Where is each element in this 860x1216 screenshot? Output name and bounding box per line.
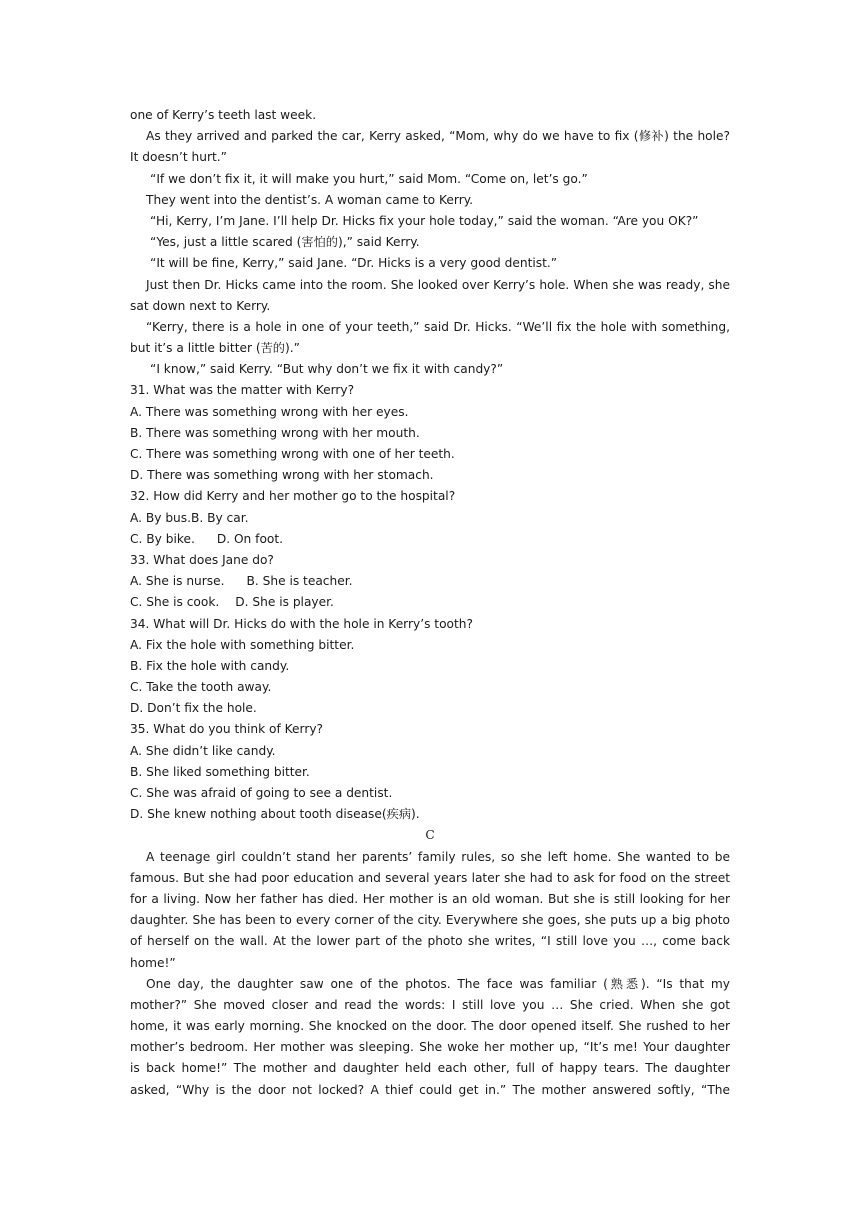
option: A. She didn’t like candy. xyxy=(130,743,276,758)
passage-line: “It will be fine, Kerry,” said Jane. “Dr. Hicks is a very good dentist.” xyxy=(150,256,558,271)
passage-line: but it’s a little bitter (苦的).” xyxy=(130,341,300,356)
passage-line: one of Kerry’s teeth last week. xyxy=(130,108,317,122)
passage-line: daughter. She has been to every corner of the city. Everywhere she goes, she puts up a big photo xyxy=(130,913,730,928)
question-35: 35. What do you think of Kerry? xyxy=(130,722,324,737)
option: B. There was something wrong with her mouth. xyxy=(130,425,420,440)
option-row xyxy=(130,571,730,592)
section-heading: C xyxy=(425,828,435,843)
passage-line: home, it was early morning. She knocked on the door. The door opened itself. She rushed to her xyxy=(130,1019,730,1034)
passage-line: for a living. Now her father has died. Her mother is an old woman. But she is still looking for her xyxy=(130,891,730,906)
option: D. Don’t fix the hole. xyxy=(130,701,257,716)
option: D. There was something wrong with her stomach. xyxy=(130,468,434,483)
passage-line: “If we don’t fix it, it will make you hurt,” said Mom. “Come on, let’s go.” xyxy=(150,171,588,186)
question-32: 32. How did Kerry and her mother go to the hospital? xyxy=(130,489,456,504)
option-row xyxy=(130,529,730,550)
option-row xyxy=(130,592,730,613)
passage-line: of herself on the wall. At the lower part of the photo she writes, “I still love you …, come back xyxy=(130,934,730,949)
passage-line: Just then Dr. Hicks came into the room. She looked over Kerry’s hole. When she was ready, she xyxy=(146,277,730,292)
option: B. She is teacher. xyxy=(246,574,353,589)
passage-line: They went into the dentist’s. A woman came to Kerry. xyxy=(146,192,474,207)
option: B. She liked something bitter. xyxy=(130,764,310,779)
passage-line: “Hi, Kerry, I’m Jane. I’ll help Dr. Hicks fix your hole today,” said the woman. “Are you OK?” xyxy=(150,213,699,228)
passage-line: “I know,” said Kerry. “But why don’t we fix it with candy?” xyxy=(150,362,504,377)
question-33: 33. What does Jane do? xyxy=(130,552,274,567)
option: A. By bus.B. By car. xyxy=(130,510,249,525)
option: C. There was something wrong with one of her teeth. xyxy=(130,447,455,461)
passage-line: mother’s bedroom. Her mother was sleeping. She woke her mother up, “It’s me! Your daughter xyxy=(130,1040,730,1055)
option: D. She knew nothing about tooth disease(疾病). xyxy=(130,807,420,822)
option: B. Fix the hole with candy. xyxy=(130,658,290,673)
passage-line: As they arrived and parked the car, Kerry asked, “Mom, why do we have to fix (修补) the hole? xyxy=(146,129,730,144)
passage-line: One day, the daughter saw one of the photos. The face was familiar (熟悉). “Is that my xyxy=(146,976,730,991)
passage-line: A teenage girl couldn’t stand her parents’ family rules, so she left home. She wanted to be xyxy=(146,849,730,864)
option: D. She is player. xyxy=(235,595,334,610)
passage-line: mother?” She moved closer and read the words: I still love you … She cried. When she got xyxy=(130,997,730,1012)
option: A. There was something wrong with her eyes. xyxy=(130,404,409,419)
passage-line: sat down next to Kerry. xyxy=(130,298,271,313)
option: C. By bike. xyxy=(130,531,195,546)
passage-line: home!” xyxy=(130,955,176,970)
option: A. She is nurse. xyxy=(130,574,225,589)
option: C. Take the tooth away. xyxy=(130,680,272,695)
passage-line: “Kerry, there is a hole in one of your teeth,” said Dr. Hicks. “We’ll fix the hole with something, xyxy=(146,319,730,334)
passage-line: famous. But she had poor education and several years later she had to ask for food on the street xyxy=(130,870,730,885)
question-34: 34. What will Dr. Hicks do with the hole in Kerry’s tooth? xyxy=(130,616,473,631)
passage-line: It doesn’t hurt.” xyxy=(130,150,227,165)
passage-line: is back home!” The mother and daughter held each other, full of happy tears. The daughter xyxy=(130,1061,730,1076)
option: A. Fix the hole with something bitter. xyxy=(130,637,355,652)
document-text xyxy=(130,105,730,1101)
option: C. She was afraid of going to see a dentist. xyxy=(130,786,393,800)
passage-line: asked, “Why is the door not locked? A thief could get in.” The mother answered softly, “The xyxy=(130,1082,730,1097)
option: C. She is cook. xyxy=(130,595,220,610)
question-31: 31. What was the matter with Kerry? xyxy=(130,383,355,398)
option: D. On foot. xyxy=(216,531,284,546)
passage-line: “Yes, just a little scared (害怕的),” said Kerry. xyxy=(150,235,420,250)
